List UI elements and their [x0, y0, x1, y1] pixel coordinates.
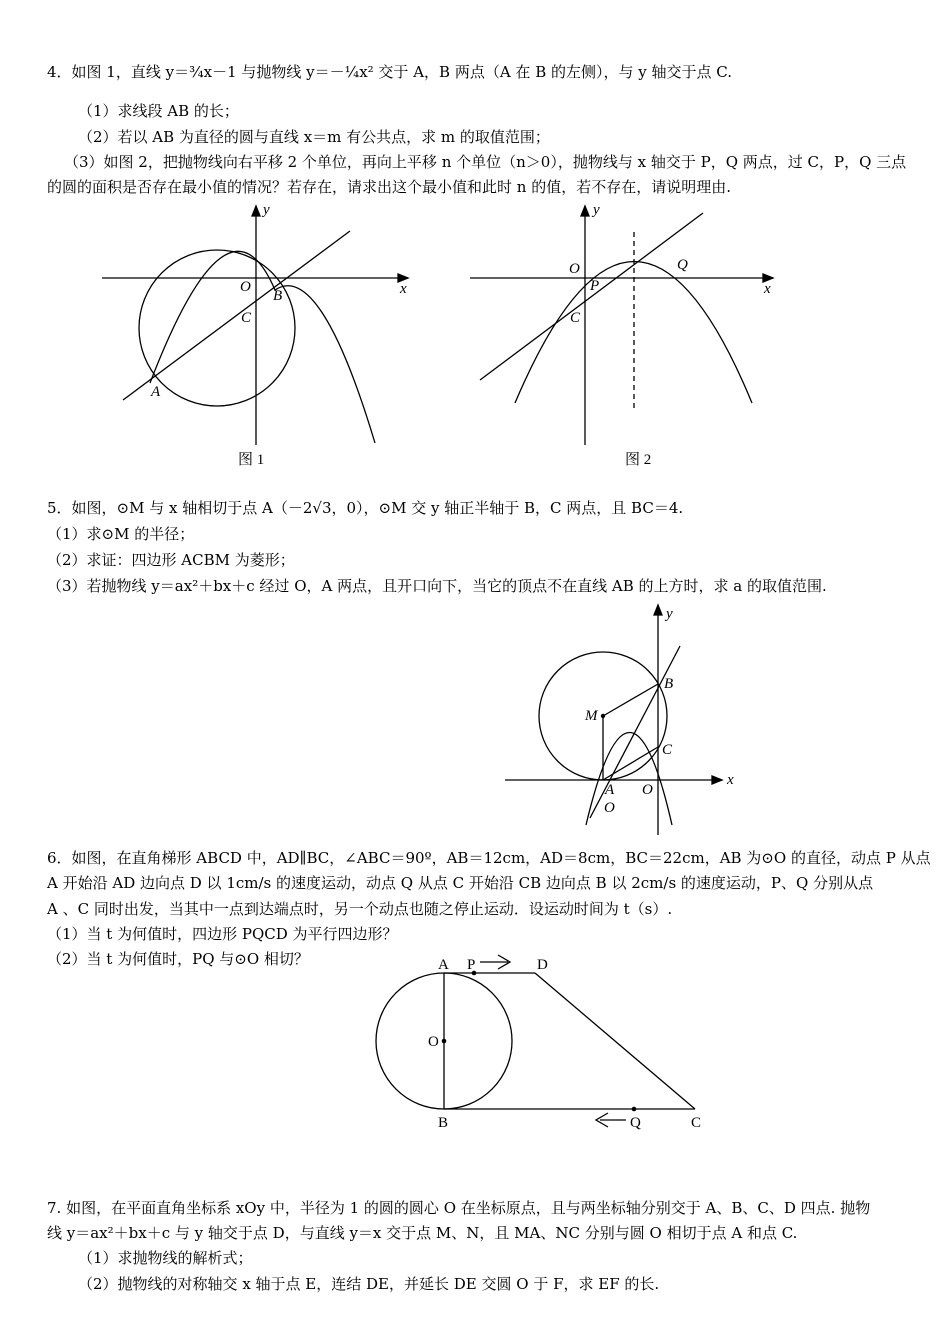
p4-q1: （1）求线段 AB 的长；: [78, 102, 239, 120]
p5-B-label: B: [664, 676, 674, 692]
fig1-caption: 图 1: [238, 452, 265, 468]
p6-q2: （2）当 t 为何值时，PQ 与⊙O 相切？: [47, 950, 309, 968]
p5-q2: （2）求证：四边形 ACBM 为菱形；: [47, 551, 295, 569]
p5-O2-label: O: [604, 800, 615, 816]
fig1-x-label: x: [400, 281, 407, 297]
fig2-O-label: O: [569, 261, 580, 277]
p6-stem-line2: A 开始沿 AD 边向点 D 以 1cm/s 的速度运动，动点 Q 从点 C 开始沿 CB 边向点 B 以 2cm/s 的速度运动，P、Q 分别从点: [47, 874, 874, 892]
p6-P-label: P: [467, 957, 476, 973]
p6-stem-line3: A 、C 同时出发，当其中一点到达端点时，另一个动点也随之停止运动．设运动时间为 t（s）.: [47, 900, 673, 918]
p6-q1: （1）当 t 为何值时，四边形 PQCD 为平行四边形？: [47, 925, 398, 943]
p6-B-label: B: [438, 1115, 449, 1131]
p5-y-label: y: [666, 606, 673, 622]
p5-q3: （3）若抛物线 y＝ax²＋bx＋c 经过 O，A 两点，且开口向下，当它的顶点不在直线 AB 的上方时，求 a 的取值范围.: [47, 577, 827, 595]
p5-q1: （1）求⊙M 的半径；: [47, 525, 195, 543]
fig2-Q-label: Q: [677, 257, 688, 273]
p6-stem-line1: 6．如图，在直角梯形 ABCD 中，AD∥BC，∠ABC＝90º，AB＝12cm，AD＝8cm，BC＝22cm，AB 为⊙O 的直径，动点 P 从点: [47, 849, 931, 867]
p7-q2: （2）抛物线的对称轴交 x 轴于点 E，连结 DE，并延长 DE 交圆 O 于 F，求 EF 的长.: [78, 1275, 660, 1293]
p4-stem: 4．如图 1，直线 y＝¾x－1 与抛物线 y＝－¼x² 交于 A，B 两点（A 在 B 的左侧），与 y 轴交于点 C.: [47, 63, 732, 81]
fig1-A-label: A: [151, 384, 161, 400]
p6-DC: [535, 973, 695, 1109]
p5-M-label: M: [585, 708, 598, 724]
p6-C-label: C: [691, 1115, 702, 1131]
p5-A-label: A: [605, 782, 615, 798]
fig2-x-label: x: [764, 281, 771, 297]
p4-q3-line1: （3）如图 2，把抛物线向右平移 2 个单位，再向上平移 n 个单位（n＞0），抛物线与 x 轴交于 P，Q 两点，过 C，P，Q 三点: [64, 153, 907, 171]
p4-q3-line2: 的圆的面积是否存在最小值的情况？若存在，请求出这个最小值和此时 n 的值，若不存在，请说明理由.: [47, 178, 731, 196]
p6-O-label: O: [428, 1034, 439, 1050]
p5-stem: 5．如图，⊙M 与 x 轴相切于点 A（－2√3，0），⊙M 交 y 轴正半轴于 B，C 两点，且 BC＝4.: [47, 499, 684, 517]
fig2-y-label: y: [593, 202, 600, 218]
p6-D-label: D: [537, 957, 548, 973]
p6-point-Q: [632, 1107, 637, 1112]
fig1-B-label: B: [273, 288, 283, 304]
p7-stem-line1: 7. 如图，在平面直角坐标系 xOy 中，半径为 1 的圆的圆心 O 在坐标原点，且与两坐标轴分别交于 A、B、C、D 四点. 抛物: [47, 1199, 871, 1217]
p5-C-label: C: [662, 742, 673, 758]
p6-point-O: [442, 1039, 447, 1044]
fig2-C-label: C: [570, 310, 581, 326]
p6-Q-label: Q: [630, 1115, 641, 1131]
p5-O-label: O: [642, 782, 653, 798]
fig2-caption: 图 2: [625, 452, 652, 468]
fig1-y-label: y: [263, 202, 270, 218]
p4-q2: （2）若以 AB 为直径的圆与直线 x＝m 有公共点，求 m 的取值范围；: [78, 128, 550, 146]
fig1-O-label: O: [240, 279, 251, 295]
p5-x-label: x: [727, 772, 734, 788]
fig2-P-label: P: [590, 278, 600, 294]
p7-q1: （1）求抛物线的解析式；: [78, 1249, 253, 1267]
p6-A-label: A: [438, 957, 449, 973]
fig1-C-label: C: [241, 310, 252, 326]
p7-stem-line2: 线 y＝ax²＋bx＋c 与 y 轴交于点 D，与直线 y＝x 交于点 M、N，且 MA、NC 分别与圆 O 相切于点 A 和点 C.: [47, 1224, 798, 1242]
